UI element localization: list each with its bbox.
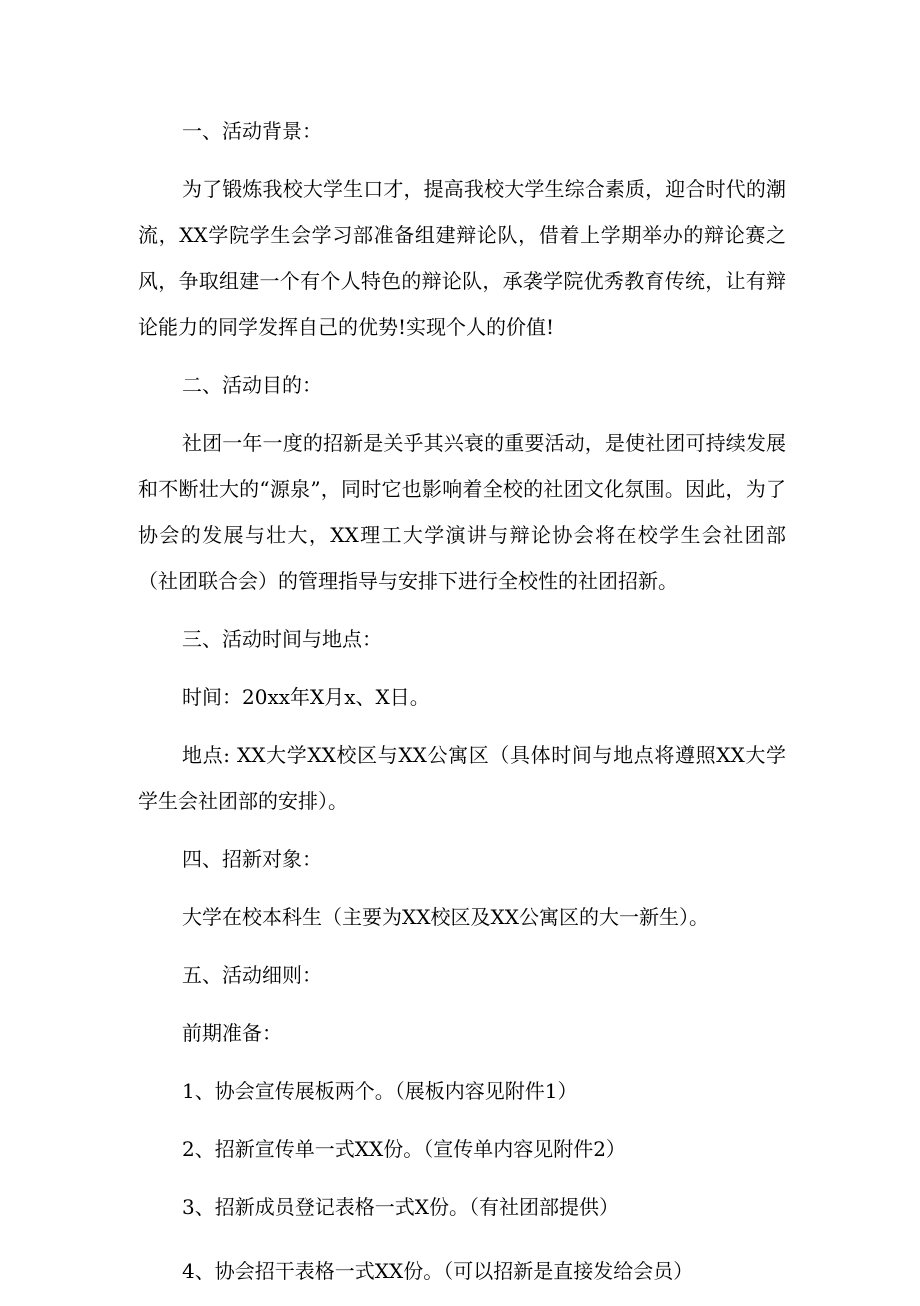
list-item: 1、协会宣传展板两个。（展板内容见附件1）: [182, 1079, 578, 1103]
recruitment-target-paragraph: 大学在校本科生（主要为XX校区及XX公寓区的大一新生）。: [182, 905, 709, 929]
list-item: 3、招新成员登记表格一式X份。（有社团部提供）: [182, 1195, 619, 1219]
section-heading-background: 一、活动背景：: [182, 119, 322, 143]
time-paragraph: 时间：20xx年X月x、X日。: [182, 685, 430, 709]
background-paragraph: 为了锻炼我校大学生口才，提高我校大学生综合素质，迎合时代的潮流，XX学院学生会学习部准备组建辩论队，借着上学期举办的辩论赛之风，争取组建一个有个人特色的辩论队，承袭学院优秀教育传统，让有辩论能力的同学发挥自己的优势!实现个人的价值!: [138, 177, 786, 339]
document-content: [138, 108, 786, 1306]
list-item: 2、招新宣传单一式XX份。（宣传单内容见附件2）: [182, 1137, 626, 1161]
section-heading-purpose: 二、活动目的：: [182, 373, 322, 397]
location-paragraph: 地点: XX大学XX校区与XX公寓区（具体时间与地点将遵照XX大学学生会社团部的安排）。: [138, 743, 786, 813]
section-heading-time-location: 三、活动时间与地点：: [182, 627, 382, 651]
purpose-paragraph: 社团一年一度的招新是关乎其兴衰的重要活动，是使社团可持续发展和不断壮大的“源泉”，同时它也影响着全校的社团文化氛围。因此，为了协会的发展与壮大，XX理工大学演讲与辩论协会将在校学生会社团部（社团联合会）的管理指导与安排下进行全校性的社团招新。: [138, 431, 786, 593]
preparation-label: 前期准备：: [182, 1021, 282, 1045]
section-heading-recruitment-target: 四、招新对象：: [182, 847, 322, 871]
section-heading-activity-details: 五、活动细则：: [182, 963, 322, 987]
list-item: 4、协会招干表格一式XX份。（可以招新是直接发给会员）: [182, 1259, 694, 1283]
